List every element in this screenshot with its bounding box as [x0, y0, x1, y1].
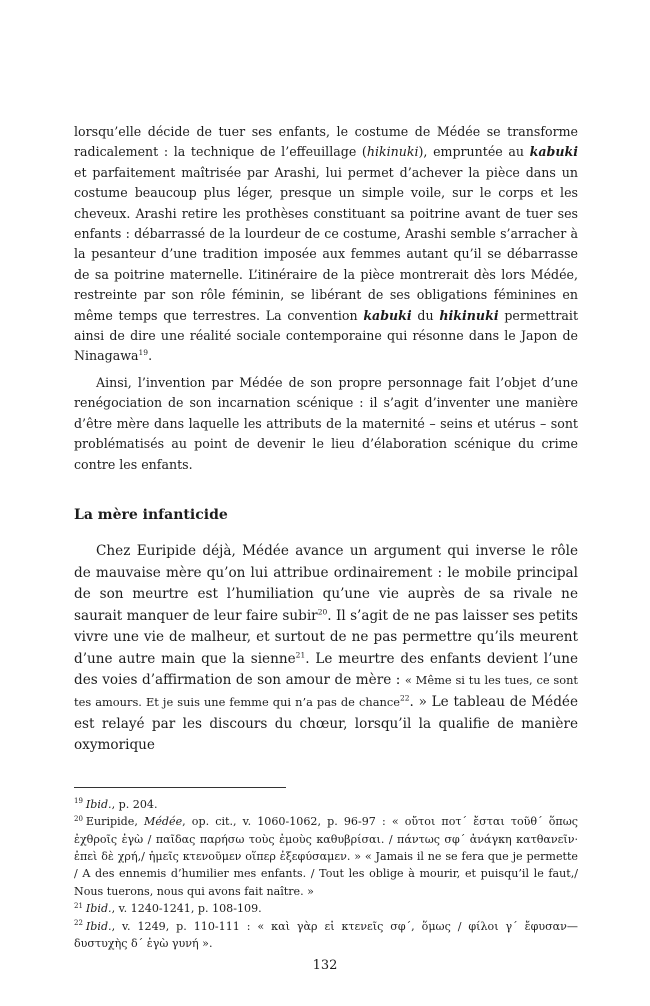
footnote-divider — [74, 787, 286, 788]
footnote-ref: 20 — [317, 607, 328, 617]
section-heading: La mère infanticide — [74, 506, 228, 523]
footnote-ref: 22 — [399, 693, 410, 703]
footnote: $^{21}$ Ibid., v. 1240-1241, p. 108-109. — [74, 901, 262, 916]
footnote-ref: 19 — [138, 348, 149, 358]
page-content — [74, 122, 578, 953]
footnote: $^{20}$ Euripide, Médée, op. cit., v. 1060-1062, p. 96-97 : « οὔτοι ποτ´ ἔσται τοῦθ´ ὅπως ἐχθροῖς ἐγὼ / παῖδας παρήσω τοὺς ἐμοὺς καθυβρίσαι. / πάντως σφ´ ἀνάγκη κατθανεῖν· ἐπεὶ δὲ χρή,/ ἡμεῖς κτενοῦμεν οἵπερ ἐξεφύσαμεν. » « Jamais il ne se fera que je permette / A des ennemis d’humilier mes enfants. / Tout les oblige à mourir, et puisqu’il le faut,/ Nous tuerons, nous qui avons fait naître. » — [74, 814, 578, 898]
body-paragraph: Ainsi, l’invention par Médée de son propre personnage fait l’objet d’une renégociation de son incarnation scénique : il s’agit d’inventer une manière d’être mère dans laquelle les attributs de la maternité – seins et utérus – sont problématisés au point de devenir le lieu d’élaboration scénique du crime contre les enfants. — [74, 374, 578, 472]
footnote: $^{19}$ Ibid., p. 204. — [74, 797, 158, 811]
body-paragraph: Chez Euripide déjà, Médée avance un argument qui inverse le rôle de mauvaise mère qu’on lui attribue ordinairement : le mobile principal de son meurtre est l’humiliation qu’une vie auprès de sa rivale ne saurait manquer de leur faire subir$^{20}$. Il s’agit de ne pas laisser ses petits vivre une vie de malheur, et surtout de ne pas permettre qu’ils meurent d’une autre main que la sienne$^{21}$. Le meurtre des enfants devient l’une des voies d’affirmation de son amour de mère : « Même si tu les tues, ce sont tes amours. Et je suis une femme qui n’a pas de chance$^{22}$. » Le tableau de Médée est relayé par les discours du chœur, lorsqu’il la qualifie de manière oxymorique — [74, 542, 579, 754]
inline-quote: « Même si tu les tues, ce sont tes amours. Et je suis une femme qui n’a pas de chance — [74, 673, 579, 710]
page-number: 132 — [312, 958, 338, 973]
footnote-ref: 21 — [295, 650, 306, 660]
body-paragraph: lorsqu’elle décide de tuer ses enfants, le costume de Médée se transforme radicalement : la technique de l’effeuillage (hikinuki), empruntée au kabuki et parfaitement maîtrisée par Arashi, lui permet d’achever la pièce dans un costume beaucoup plus léger, presque un simple voile, sur le corps et les cheveux. Arashi retire les prothèses constituant sa poitrine avant de tuer ses enfants : débarrassé de la lourdeur de ce costume, Arashi semble s’arracher à la pesanteur d’une tradition imposée aux femmes autant qu’il se débarrasse de sa poitrine maternelle. L’itinéraire de la pièce montrerait dès lors Médée, restreinte par son rôle féminin, se libérant de ses obligations féminines en même temps que terrestres. La convention kabuki du hikinuki permettrait ainsi de dire une réalité sociale contemporaine qui résonne dans le Japon de Ninagawa$^{19}$. — [74, 124, 579, 364]
footnote: $^{22}$ Ibid., v. 1249, p. 110-111 : « καὶ γὰρ εἰ κτενεῖς σφ´, ὅμως / φίλοι γ´ ἔφυσαν— δυστυχὴς δ´ ἐγὼ γυνή ». — [74, 919, 578, 951]
